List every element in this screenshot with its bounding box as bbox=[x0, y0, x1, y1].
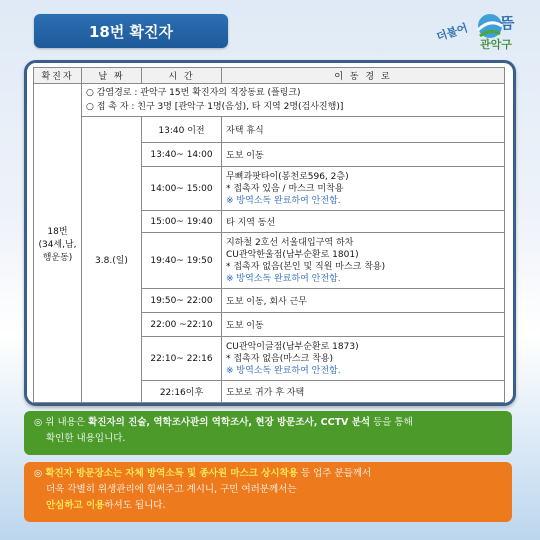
logo-text-2: 관악구 bbox=[480, 38, 512, 51]
safety-note-highlight: 확진자 방문장소는 bbox=[45, 468, 126, 479]
header-route: 이 동 경 로 bbox=[222, 68, 505, 84]
source-note-bold: 확진자의 진술, 역학조사관의 역학조사, 현장 방문조사, CCTV 분석 bbox=[88, 417, 371, 428]
source-note-line-1 bbox=[34, 415, 502, 431]
route-line: * 접촉자 있음 / 마스크 미착용 bbox=[226, 183, 344, 194]
safety-note-suffix: 등 업주 분들께서 bbox=[297, 468, 372, 479]
route-table bbox=[33, 67, 505, 403]
route-line: 도보 이동 bbox=[226, 151, 264, 161]
logo-mark: 뜸 bbox=[500, 14, 515, 32]
table-row bbox=[34, 117, 505, 143]
table-header-row bbox=[34, 68, 505, 84]
route-cell bbox=[222, 233, 505, 289]
time-cell: 13:40~ 14:00 bbox=[142, 143, 222, 167]
patient-age: (34세,남, bbox=[38, 239, 77, 250]
route-line: * 접촉자 없음(마스크 착용) bbox=[226, 353, 334, 364]
source-note-prefix: ◎ 위 내용은 bbox=[34, 417, 89, 428]
route-line: 무뼈과팟타이(봉천로596, 2층) bbox=[226, 171, 349, 182]
contacts: ○ 접 촉 자 : 친구 3명 [관악구 1명(음성), 타 지역 2명(검사진행)] bbox=[86, 102, 344, 112]
district-logo bbox=[436, 8, 528, 52]
date-cell: 3.8.(일) bbox=[82, 117, 142, 403]
time-cell: 22:16이후 bbox=[142, 381, 222, 403]
route-line: 도보로 귀가 후 자택 bbox=[226, 388, 305, 398]
time-cell: 14:00~ 15:00 bbox=[142, 167, 222, 211]
route-line: * 접촉자 없음(본인 및 직원 마스크 착용) bbox=[226, 261, 386, 272]
page-title: 18번 확진자 bbox=[34, 14, 228, 48]
safety-note-highlight-2: 안심하고 이용 bbox=[46, 500, 105, 511]
route-cell bbox=[222, 289, 505, 313]
time-cell: 13:40 이전 bbox=[142, 117, 222, 143]
safety-note-bold: 자체 방역소독 및 종사원 마스크 상시착용 bbox=[125, 468, 298, 479]
source-note-suffix: 등을 통해 bbox=[370, 417, 413, 428]
route-line: 지하철 2호선 서울대입구역 하차 bbox=[226, 237, 354, 248]
route-cell bbox=[222, 381, 505, 403]
route-cell bbox=[222, 143, 505, 167]
safety-note-prefix: ◎ bbox=[34, 468, 46, 479]
route-cell bbox=[222, 337, 505, 381]
source-note-line-2: 확인한 내용입니다. bbox=[46, 433, 126, 444]
time-cell: 15:00~ 19:40 bbox=[142, 211, 222, 233]
route-line: CU관악이글점(남부순환로 1873) bbox=[226, 341, 359, 352]
route-panel bbox=[24, 60, 516, 406]
disinfection-note: ※ 방역소독 완료하여 안전함. bbox=[226, 195, 341, 206]
patient-number: 18번 bbox=[47, 226, 68, 237]
route-cell bbox=[222, 313, 505, 337]
safety-note bbox=[24, 462, 512, 522]
safety-note-line-1 bbox=[34, 466, 502, 482]
safety-note-suffix-2: 하셔도 됩니다. bbox=[104, 500, 166, 511]
disinfection-note: ※ 방역소독 완료하여 안전함. bbox=[226, 273, 341, 284]
time-cell: 19:50~ 22:00 bbox=[142, 289, 222, 313]
route-line: 도보 이동, 회사 근무 bbox=[226, 297, 307, 307]
time-cell: 22:00 ~22:10 bbox=[142, 313, 222, 337]
safety-note-line-3 bbox=[34, 498, 502, 514]
source-note bbox=[24, 411, 512, 455]
time-cell: 19:40~ 19:50 bbox=[142, 233, 222, 289]
route-cell bbox=[222, 211, 505, 233]
route-line: CU관악한울점(남부순환로 1801) bbox=[226, 249, 359, 260]
header-date: 날 짜 bbox=[82, 68, 142, 84]
disinfection-note: ※ 방역소독 완료하여 안전함. bbox=[226, 365, 341, 376]
header-patient: 확진자 bbox=[34, 68, 82, 84]
route-cell bbox=[222, 117, 505, 143]
logo-text-1: 더불어 bbox=[434, 21, 470, 44]
route-line: 자택 휴식 bbox=[226, 126, 264, 136]
patient-area: 행운동) bbox=[42, 252, 73, 263]
table-row-info bbox=[34, 84, 505, 117]
time-cell: 22:10~ 22:16 bbox=[142, 337, 222, 381]
infection-route: ○ 감염경로 : 관악구 15번 확진자의 직장동료 (플링크) bbox=[86, 88, 301, 98]
header-time: 시 간 bbox=[142, 68, 222, 84]
route-line: 타 지역 동선 bbox=[226, 218, 276, 228]
route-cell bbox=[222, 167, 505, 211]
route-line: 도보 이동 bbox=[226, 321, 264, 331]
infection-info bbox=[82, 84, 505, 117]
safety-note-line-2: 더욱 각별히 위생관리에 힘써주고 계시니, 구민 여러분께서는 bbox=[46, 484, 297, 495]
patient-cell bbox=[34, 84, 82, 403]
